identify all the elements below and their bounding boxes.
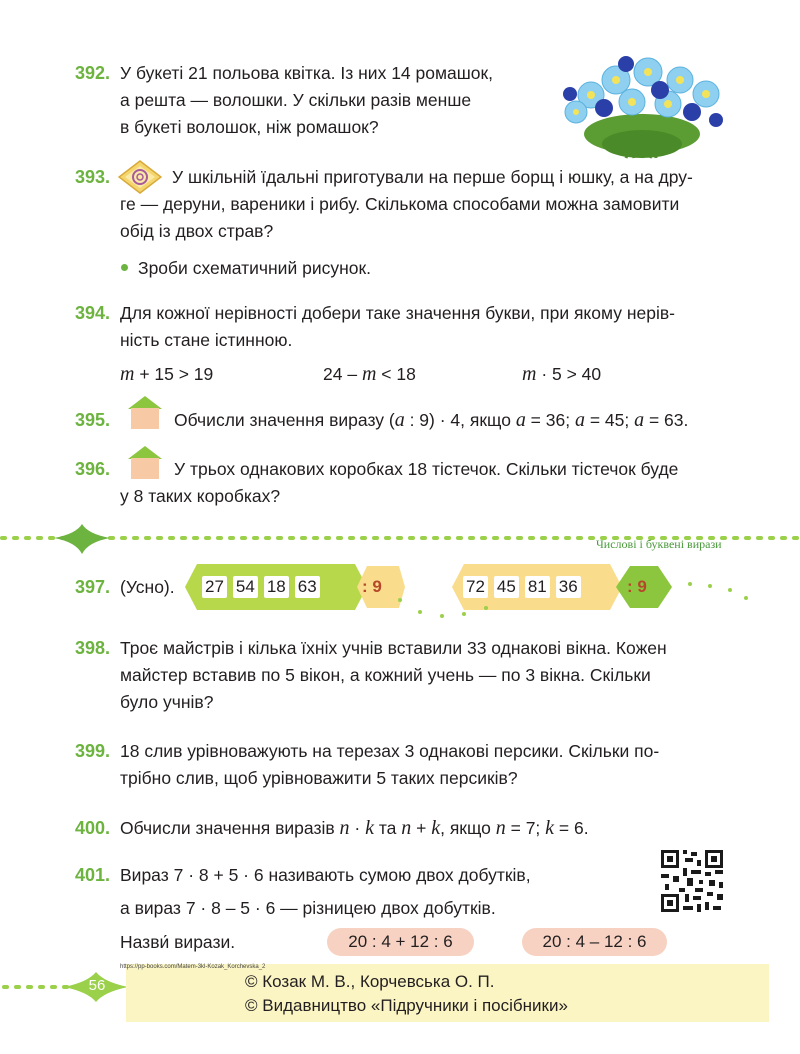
qr-code	[659, 848, 725, 914]
expression-pill-2: 20 : 4 – 12 : 6	[522, 928, 667, 956]
variable-n: n	[339, 817, 350, 839]
number-cell: 63	[295, 576, 320, 598]
text-line: а решта — волошки. У скільки разів менше	[120, 90, 472, 110]
variable-m: m	[120, 363, 135, 385]
problem-401-prompt: Назви́ вирази.	[120, 932, 236, 952]
variable-a: a	[574, 409, 585, 431]
divisor-2: : 9	[627, 577, 647, 596]
problem-399-text	[120, 738, 659, 792]
homework-house-icon	[126, 394, 164, 430]
homework-house-icon	[126, 444, 164, 480]
problem-393-text	[120, 191, 679, 245]
problem-number-393: 393.	[75, 167, 111, 187]
text-line: було учнів?	[120, 692, 214, 712]
text-line: ге — деруни, вареники і рибу. Скількома способами можна замовити	[120, 194, 680, 214]
text-line: 18 слив урівноважують на терезах 3 однакові персики. Скільки по-	[120, 741, 660, 761]
variable-k: k	[431, 817, 441, 839]
page-number: 56	[88, 977, 106, 994]
decorative-dots	[390, 578, 770, 628]
copyright-publisher: © Видавництво «Підручники і посібники»	[245, 996, 568, 1015]
text-line: а вираз 7 · 8 – 5 · 6 — різницею двох добутків.	[120, 898, 496, 918]
logic-task-diamond-icon	[118, 160, 162, 194]
problem-number-396: 396.	[75, 459, 111, 479]
number-cell: 36	[556, 576, 581, 598]
text-line: трібно слив, щоб урівноважити 5 таких персиків?	[120, 768, 518, 788]
inequality-2: 24 – m < 18	[323, 363, 416, 385]
text-line: Вираз 7 · 8 + 5 · 6 називають сумою двох добутків,	[120, 865, 531, 885]
problem-401-text	[120, 862, 531, 922]
variable-a: a	[634, 409, 645, 431]
variable-a: a	[394, 409, 405, 431]
number-group-1	[202, 576, 320, 598]
number-cell: 81	[525, 576, 550, 598]
problem-394-text	[120, 300, 675, 354]
text-line: обід із двох страв?	[120, 221, 274, 241]
divisor-1: : 9	[362, 577, 382, 596]
variable-n: n	[495, 817, 506, 839]
text-line: Для кожної нерівності добери таке значення букви, при якому нерів-	[120, 303, 676, 323]
problem-number-401: 401.	[75, 865, 111, 885]
copyright-authors: © Козак М. В., Корчевська О. П.	[245, 972, 495, 991]
problem-number-399: 399.	[75, 741, 111, 761]
problem-number-397: 397.	[75, 577, 111, 597]
number-cell: 54	[233, 576, 258, 598]
number-cell: 72	[463, 576, 488, 598]
variable-m: m	[522, 363, 537, 385]
problem-396-line-1: У трьох однакових коробках 18 тістечок. Скільки тістечок буде	[174, 459, 679, 479]
inequality-3: m · 5 > 40	[522, 363, 602, 385]
variable-m: m	[361, 363, 377, 385]
text-line: ність стане істинною.	[120, 330, 293, 350]
inequality-1: m + 15 > 19	[120, 363, 214, 385]
expression-pill-1: 20 : 4 + 12 : 6	[327, 928, 474, 956]
problem-400-text: Обчисли значення виразів n · k та n + k, якщо n = 7; k = 6.	[120, 817, 589, 839]
problem-number-395: 395.	[75, 410, 111, 430]
problem-393-bullet: Зроби схематичний рисунок.	[138, 258, 372, 278]
problem-number-400: 400.	[75, 818, 111, 838]
text-line: У букеті 21 польова квітка. Із них 14 ромашок,	[120, 63, 494, 83]
problem-number-392: 392.	[75, 63, 111, 83]
problem-number-394: 394.	[75, 303, 111, 323]
problem-393-line-1: У шкільній їдальні приготували на перше борщ і юшку, а на дру-	[172, 167, 693, 187]
cornflower-bouquet-picture	[556, 50, 728, 162]
problem-396-line-2: у 8 таких коробках?	[120, 486, 281, 506]
variable-k: k	[545, 817, 555, 839]
text-line: Троє майстрів і кілька їхніх учнів вставили 33 однакові вікна. Кожен	[120, 638, 667, 658]
section-label: Числові і буквені вирази	[596, 537, 722, 551]
text-line: в букеті волошок, ніж ромашок?	[120, 117, 379, 137]
oral-label: (Усно).	[120, 577, 175, 597]
variable-a: a	[515, 409, 526, 431]
page-number-decoration	[0, 970, 140, 1004]
problem-number-398: 398.	[75, 638, 111, 658]
variable-n: n	[401, 817, 412, 839]
number-cell: 18	[264, 576, 289, 598]
text-line: майстер вставив по 5 вікон, а кожний учень — по 3 вікна. Скільки	[120, 665, 651, 685]
number-cell: 27	[202, 576, 227, 598]
source-url: https://pp-books.com/Matem-3kl-Kozak_Korchevska_2	[120, 964, 266, 970]
number-cell: 45	[494, 576, 519, 598]
problem-392-text	[120, 60, 493, 141]
bullet-dot	[121, 264, 128, 271]
variable-k: k	[365, 817, 374, 839]
problem-395-text: Обчисли значення виразу (a : 9) · 4, якщо a = 36; a = 45; a = 63.	[174, 409, 689, 431]
problem-398-text	[120, 635, 667, 716]
